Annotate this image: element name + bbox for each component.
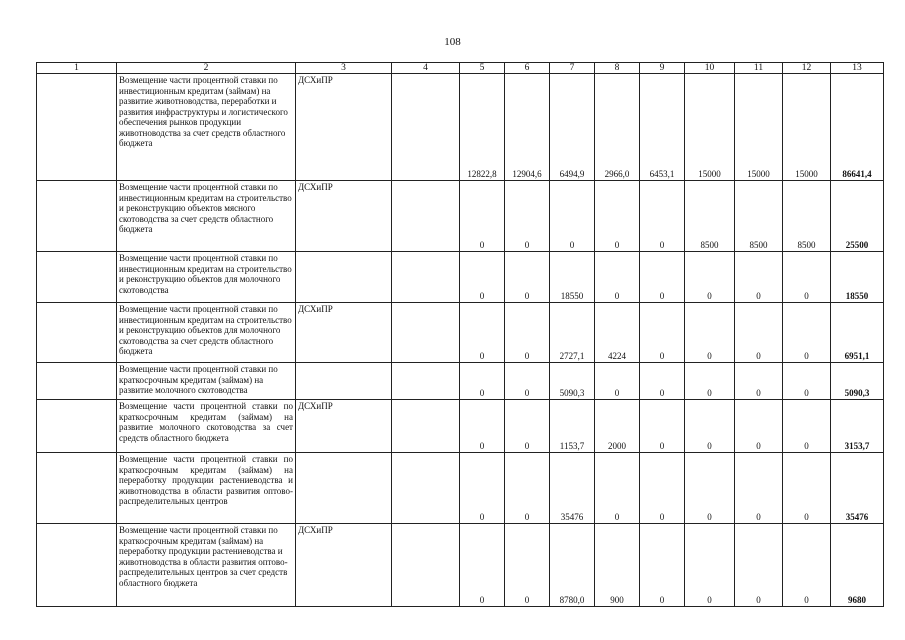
column-header: 12 — [783, 63, 831, 74]
value-cell: 0 — [735, 524, 783, 607]
value-cell: 2727,1 — [550, 303, 595, 363]
value-cell: 0 — [783, 303, 831, 363]
total-cell: 25500 — [831, 181, 884, 252]
measure-name-cell: Возмещение части процентной ставки по краткосрочным кредитам (займам) на развитие молочного скотоводства — [117, 363, 296, 400]
column-header-row — [37, 63, 884, 74]
empty-cell — [392, 303, 460, 363]
empty-cell — [37, 303, 117, 363]
value-cell: 0 — [640, 400, 685, 453]
value-cell: 0 — [460, 303, 505, 363]
value-cell: 5090,3 — [550, 363, 595, 400]
empty-cell — [37, 400, 117, 453]
value-cell: 8500 — [735, 181, 783, 252]
table-row — [37, 524, 884, 607]
column-header: 13 — [831, 63, 884, 74]
value-cell: 0 — [640, 252, 685, 303]
total-cell: 3153,7 — [831, 400, 884, 453]
executor-cell — [296, 252, 392, 303]
total-cell: 6951,1 — [831, 303, 884, 363]
value-cell: 0 — [640, 453, 685, 524]
value-cell: 8780,0 — [550, 524, 595, 607]
value-cell: 0 — [735, 303, 783, 363]
value-cell: 0 — [735, 252, 783, 303]
value-cell: 0 — [505, 303, 550, 363]
value-cell: 0 — [460, 524, 505, 607]
value-cell: 15000 — [783, 74, 831, 181]
value-cell: 6453,1 — [640, 74, 685, 181]
column-header: 9 — [640, 63, 685, 74]
total-cell: 86641,4 — [831, 74, 884, 181]
value-cell: 0 — [685, 400, 735, 453]
executor-cell — [296, 453, 392, 524]
measure-name-cell: Возмещение части процентной ставки по краткосрочным кредитам (займам) на переработку продукции растениеводства и животноводства в области развития оптово-распределительных центров за счет средств областного бюджета — [117, 524, 296, 607]
measure-name-cell: Возмещение части процентной ставки по краткосрочным кредитам (займам) на развитие молочного скотоводства за счет средств областного бюджета — [117, 400, 296, 453]
value-cell: 0 — [640, 181, 685, 252]
value-cell: 0 — [685, 363, 735, 400]
value-cell: 0 — [735, 363, 783, 400]
empty-cell — [392, 524, 460, 607]
value-cell: 0 — [640, 363, 685, 400]
column-header: 5 — [460, 63, 505, 74]
table-row — [37, 400, 884, 453]
value-cell: 8500 — [783, 181, 831, 252]
empty-cell — [37, 252, 117, 303]
column-header: 1 — [37, 63, 117, 74]
value-cell: 0 — [640, 303, 685, 363]
empty-cell — [392, 453, 460, 524]
empty-cell — [37, 453, 117, 524]
value-cell: 0 — [685, 303, 735, 363]
measure-name-cell: Возмещение части процентной ставки по инвестиционным кредитам на строительство и реконструкцию объектов мясного скотоводства за счет средств областного бюджета — [117, 181, 296, 252]
empty-cell — [392, 252, 460, 303]
value-cell: 6494,9 — [550, 74, 595, 181]
total-cell: 9680 — [831, 524, 884, 607]
page-number: 108 — [444, 36, 461, 48]
value-cell: 0 — [735, 400, 783, 453]
table-row — [37, 453, 884, 524]
value-cell: 0 — [505, 524, 550, 607]
value-cell: 18550 — [550, 252, 595, 303]
table-row — [37, 252, 884, 303]
value-cell: 12904,6 — [505, 74, 550, 181]
table-row — [37, 303, 884, 363]
executor-cell: ДСХиПР — [296, 524, 392, 607]
value-cell: 0 — [595, 453, 640, 524]
executor-cell: ДСХиПР — [296, 181, 392, 252]
empty-cell — [37, 181, 117, 252]
column-header: 3 — [296, 63, 392, 74]
value-cell: 0 — [460, 252, 505, 303]
value-cell: 0 — [783, 453, 831, 524]
value-cell: 0 — [685, 453, 735, 524]
value-cell: 0 — [595, 252, 640, 303]
column-header: 7 — [550, 63, 595, 74]
value-cell: 12822,8 — [460, 74, 505, 181]
measure-name-cell: Возмещение части процентной ставки по краткосрочным кредитам (займам) на переработку продукции растениеводства и животноводства в области развития оптово-распределительных центров — [117, 453, 296, 524]
value-cell: 0 — [595, 363, 640, 400]
value-cell: 0 — [685, 524, 735, 607]
value-cell: 0 — [505, 453, 550, 524]
measure-name-cell: Возмещение части процентной ставки по инвестиционным кредитам на строительство и реконструкцию объектов для молочного скотоводства — [117, 252, 296, 303]
table-row — [37, 181, 884, 252]
budget-table — [36, 62, 884, 607]
value-cell: 35476 — [550, 453, 595, 524]
value-cell: 0 — [783, 524, 831, 607]
value-cell: 0 — [460, 400, 505, 453]
value-cell: 900 — [595, 524, 640, 607]
empty-cell — [392, 181, 460, 252]
executor-cell: ДСХиПР — [296, 400, 392, 453]
value-cell: 2000 — [595, 400, 640, 453]
column-header: 2 — [117, 63, 296, 74]
value-cell: 0 — [460, 363, 505, 400]
empty-cell — [392, 400, 460, 453]
value-cell: 0 — [783, 252, 831, 303]
value-cell: 0 — [783, 363, 831, 400]
column-header: 6 — [505, 63, 550, 74]
table-row — [37, 363, 884, 400]
executor-cell — [296, 363, 392, 400]
total-cell: 18550 — [831, 252, 884, 303]
measure-name-cell: Возмещение части процентной ставки по инвестиционным кредитам на строительство и реконструкцию объектов для молочного скотоводства за счет средств областного бюджета — [117, 303, 296, 363]
value-cell: 0 — [505, 252, 550, 303]
value-cell: 0 — [735, 453, 783, 524]
empty-cell — [37, 363, 117, 400]
value-cell: 0 — [460, 181, 505, 252]
value-cell: 0 — [640, 524, 685, 607]
value-cell: 15000 — [735, 74, 783, 181]
total-cell: 5090,3 — [831, 363, 884, 400]
measure-name-cell: Возмещение части процентной ставки по инвестиционным кредитам (займам) на развитие животноводства, переработки и развития инфраструктуры и логистического обеспечения рынков продукции животноводства за счет средств областного бюджета — [117, 74, 296, 181]
value-cell: 0 — [685, 252, 735, 303]
empty-cell — [392, 74, 460, 181]
value-cell: 0 — [460, 453, 505, 524]
column-header: 11 — [735, 63, 783, 74]
executor-cell: ДСХиПР — [296, 74, 392, 181]
value-cell: 8500 — [685, 181, 735, 252]
empty-cell — [392, 363, 460, 400]
empty-cell — [37, 74, 117, 181]
column-header: 8 — [595, 63, 640, 74]
value-cell: 0 — [783, 400, 831, 453]
total-cell: 35476 — [831, 453, 884, 524]
value-cell: 15000 — [685, 74, 735, 181]
table-row — [37, 74, 884, 181]
value-cell: 0 — [505, 400, 550, 453]
empty-cell — [37, 524, 117, 607]
value-cell: 0 — [505, 363, 550, 400]
value-cell: 0 — [595, 181, 640, 252]
column-header: 10 — [685, 63, 735, 74]
column-header: 4 — [392, 63, 460, 74]
value-cell: 2966,0 — [595, 74, 640, 181]
value-cell: 0 — [550, 181, 595, 252]
value-cell: 4224 — [595, 303, 640, 363]
executor-cell: ДСХиПР — [296, 303, 392, 363]
value-cell: 1153,7 — [550, 400, 595, 453]
value-cell: 0 — [505, 181, 550, 252]
